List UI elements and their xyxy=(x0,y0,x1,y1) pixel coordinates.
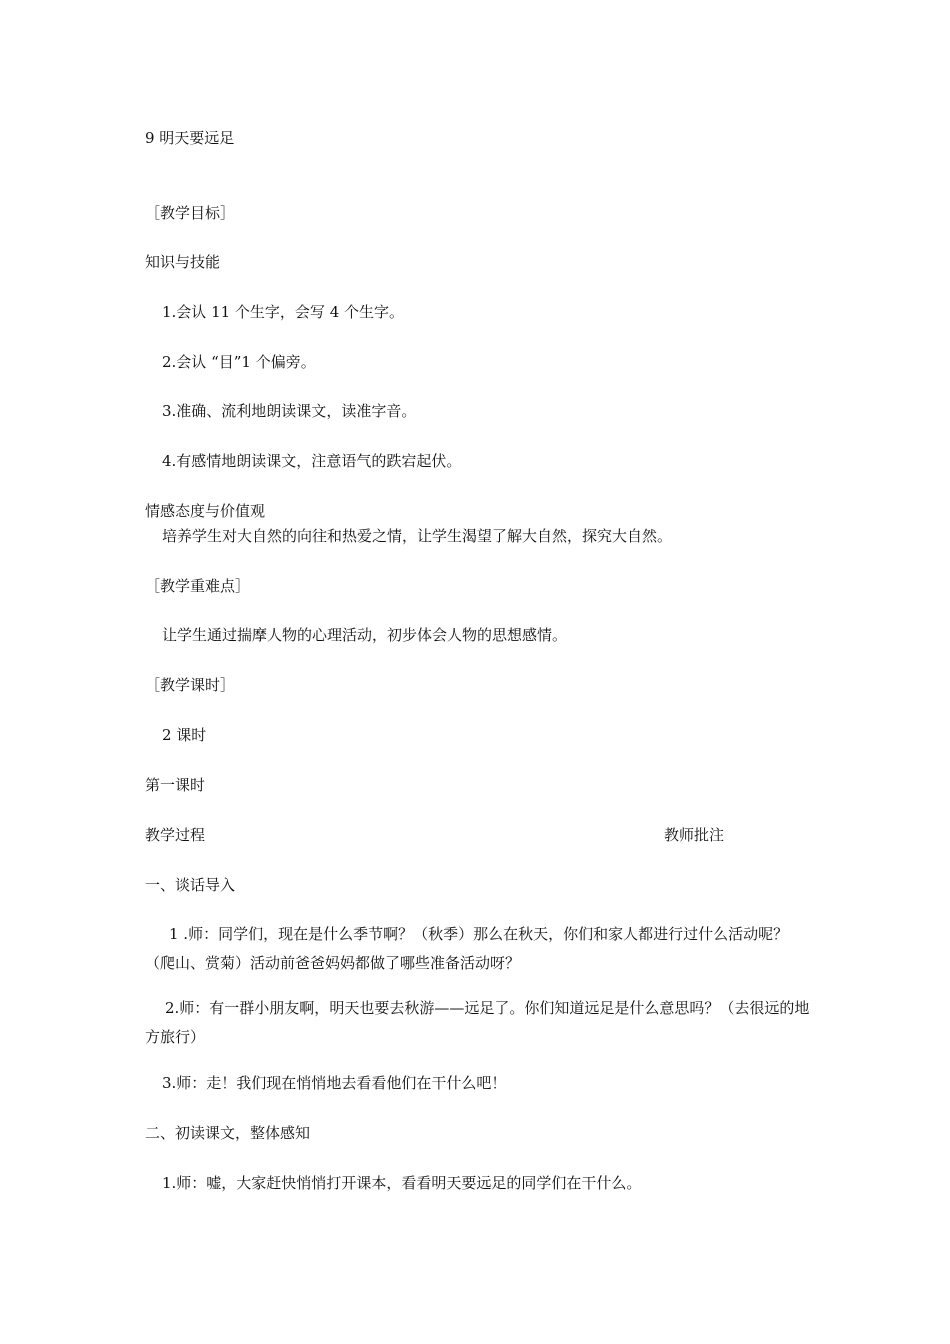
knowledge-item-3: 3.准确、流利地朗读课文，读准字音。 xyxy=(162,402,417,420)
part-one-heading: 一、谈话导入 xyxy=(145,876,236,894)
emotion-heading: 情感态度与价值观 xyxy=(145,502,266,520)
part-one-item-3: 3.师：走！我们现在悄悄地去看看他们在干什么吧！ xyxy=(162,1074,507,1092)
lesson-title: 9 明天要远足 xyxy=(145,129,235,147)
part-two-heading: 二、初读课文，整体感知 xyxy=(145,1124,311,1142)
key-points-text: 让学生通过揣摩人物的心理活动，初步体会人物的思想感情。 xyxy=(162,626,568,644)
knowledge-heading: 知识与技能 xyxy=(145,253,221,271)
process-label: 教学过程 xyxy=(145,826,206,844)
part-one-item-1: 1 .师：同学们，现在是什么季节啊？（秋季）那么在秋天，你们和家人都进行过什么活动呢？（爬山、赏菊）活动前爸爸妈妈都做了哪些准备活动呀？ xyxy=(145,925,789,972)
emotion-text: 培养学生对大自然的向往和热爱之情，让学生渴望了解大自然，探究大自然。 xyxy=(162,527,673,545)
section-key-points: ［教学重难点］ xyxy=(145,577,251,595)
section-hours: ［教学课时］ xyxy=(145,676,236,694)
hours-text: 2 课时 xyxy=(162,726,207,744)
knowledge-item-4: 4.有感情地朗读课文，注意语气的跌宕起伏。 xyxy=(162,452,462,470)
knowledge-item-2: 2.会认 “目”1 个偏旁。 xyxy=(162,353,316,371)
teacher-notes-label: 教师批注 xyxy=(664,826,725,844)
section-objectives: ［教学目标］ xyxy=(145,204,236,222)
part-two-item-1: 1.师：嘘，大家赶快悄悄打开课本，看看明天要远足的同学们在干什么。 xyxy=(162,1174,642,1192)
knowledge-item-1: 1.会认 11 个生字，会写 4 个生字。 xyxy=(162,303,405,321)
lesson-one-heading: 第一课时 xyxy=(145,776,206,794)
part-one-item-2: 2.师：有一群小朋友啊，明天也要去秋游——远足了。你们知道远足是什么意思吗？（去很远的地方旅行） xyxy=(145,999,810,1046)
